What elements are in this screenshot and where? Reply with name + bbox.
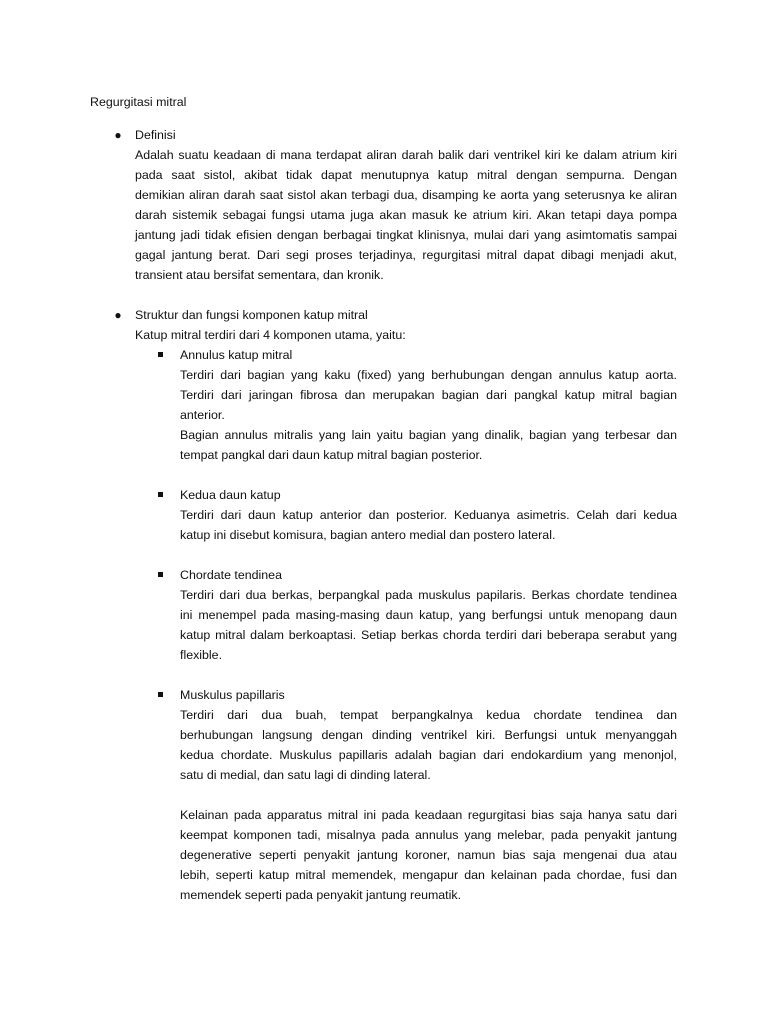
component-line: katup ini disebut komisura, bagian antero medial dan postero lateral. — [180, 528, 556, 542]
bullet-icon: ● — [114, 308, 122, 322]
section-intro: Katup mitral terdiri dari 4 komponen utama, yaitu: — [135, 328, 406, 342]
component-chordate — [135, 565, 695, 665]
blank-line — [180, 785, 677, 805]
paragraph-line: transient atau bersifat sementara, dan kronik. — [135, 268, 384, 282]
component-line: Terdiri dari jaringan fibrosa dan merupakan bagian dari pangkal katup mitral bagian — [180, 388, 677, 402]
component-annulus — [135, 345, 695, 465]
paragraph-line: jantung jadi tidak efisien dengan berbagai tingkat klinisnya, mulai dari yang asimtomatis sampai — [135, 228, 677, 242]
section-struktur — [90, 305, 690, 345]
component-heading: Kedua daun katup — [180, 488, 281, 502]
component-line: Bagian annulus mitralis yang lain yaitu bagian yang dinalik, bagian yang terbesar dan — [180, 428, 677, 442]
component-line: kedua chordate. Muskulus papillaris adalah bagian dari endokardium yang menonjol, — [180, 748, 677, 762]
section-definisi — [90, 125, 690, 285]
component-line: Kelainan pada apparatus mitral ini pada keadaan regurgitasi bias saja hanya satu dari — [180, 808, 677, 822]
component-line: ini menempel pada masing-masing daun katup, yang berfungsi untuk menopang daun — [180, 608, 677, 622]
component-heading: Muskulus papillaris — [180, 688, 285, 702]
component-line: Terdiri dari daun katup anterior dan posterior. Keduanya asimetris. Celah dari kedua — [180, 508, 677, 522]
component-daun-katup — [135, 485, 695, 545]
component-body — [180, 685, 677, 905]
component-heading: Chordate tendinea — [180, 568, 282, 582]
component-line: flexible. — [180, 648, 223, 662]
paragraph-line: pada saat sistol, akibat tidak dapat menutupnya katup mitral dengan sempurna. Dengan — [135, 168, 677, 182]
square-bullet-icon — [158, 352, 163, 357]
component-line: katup mitral dalam berkoaptasi. Setiap berkas chorda terdiri dari beberapa serabut yang — [180, 628, 677, 642]
paragraph-line: darah sistemik sebagai fungsi utama juga akan masuk ke atrium kiri. Akan tetapi daya pompa — [135, 208, 677, 222]
component-line: Terdiri dari dua berkas, berpangkal pada muskulus papilaris. Berkas chordate tendinea — [180, 588, 677, 602]
component-heading: Annulus katup mitral — [180, 348, 293, 362]
component-body — [180, 485, 677, 545]
component-line: Terdiri dari dua buah, tempat berpangkalnya kedua chordate tendinea dan — [180, 708, 677, 722]
square-bullet-icon — [158, 572, 163, 577]
section-body — [135, 125, 677, 285]
paragraph-line: demikian aliran darah saat sistol akan terbagi dua, disamping ke aorta yang seterusnya ke aliran — [135, 188, 677, 202]
component-line: lebih, seperti katup mitral memendek, mengapur dan kelainan pada chordae, fusi dan — [180, 868, 677, 882]
component-line: anterior. — [180, 408, 225, 422]
component-line: memendek seperti pada penyakit jantung reumatik. — [180, 888, 462, 902]
bullet-icon: ● — [114, 128, 122, 142]
section-body — [135, 305, 677, 345]
square-bullet-icon — [158, 692, 163, 697]
section-heading: Struktur dan fungsi komponen katup mitral — [135, 308, 368, 322]
paragraph-line: gagal jantung berat. Dari segi proses terjadinya, regurgitasi mitral dapat dibagi menjadi akut, — [135, 248, 677, 262]
component-muskulus — [135, 685, 695, 905]
component-line: keempat komponen tadi, misalnya pada annulus yang melebar, pada penyakit jantung — [180, 828, 677, 842]
component-body — [180, 565, 677, 665]
paragraph-line: Adalah suatu keadaan di mana terdapat aliran darah balik dari ventrikel kiri ke dalam atrium kiri — [135, 148, 677, 162]
square-bullet-icon — [158, 492, 163, 497]
component-line: berhubungan langsung dengan dinding ventrikel kiri. Berfungsi untuk menyanggah — [180, 728, 677, 742]
section-heading: Definisi — [135, 128, 176, 142]
component-body — [180, 345, 677, 465]
document-title: Regurgitasi mitral — [90, 95, 187, 109]
component-line: satu di medial, dan satu lagi di dinding lateral. — [180, 768, 431, 782]
component-line: degenerative seperti penyakit jantung koroner, namun bias saja mengenai dua atau — [180, 848, 677, 862]
component-line: Terdiri dari bagian yang kaku (fixed) yang berhubungan dengan annulus katup aorta. — [180, 368, 677, 382]
component-line: tempat pangkal dari daun katup mitral bagian posterior. — [180, 448, 483, 462]
